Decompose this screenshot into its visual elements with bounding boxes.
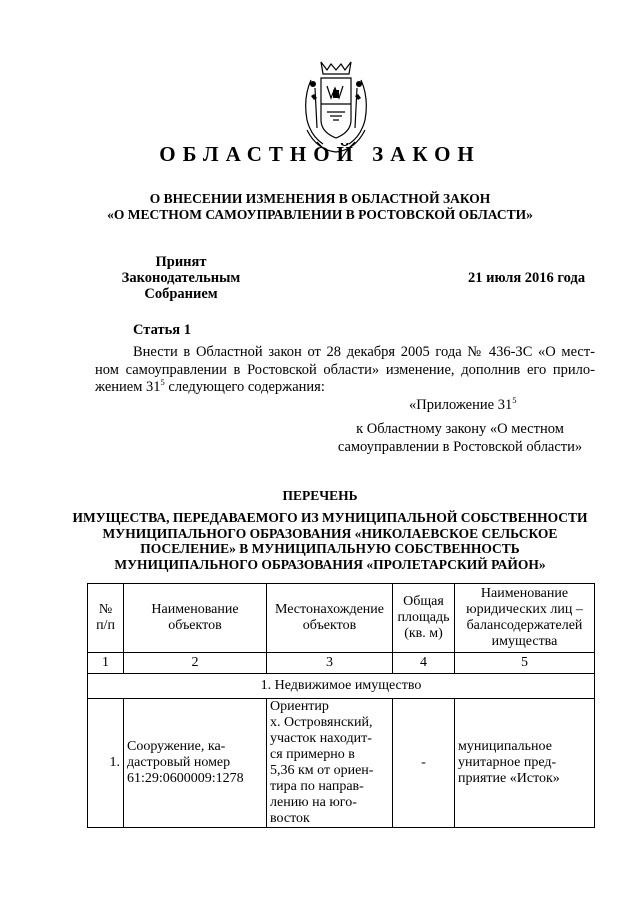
header-cell-holder <box>455 584 595 653</box>
appendix-reference <box>330 421 590 456</box>
cell-line: дастровый номер <box>127 755 231 770</box>
list-title <box>60 510 600 572</box>
list-title-line: ПОСЕЛЕНИЕ» В МУНИЦИПАЛЬНУЮ СОБСТВЕННОСТЬ <box>140 541 520 556</box>
cell-line: Сооружение, ка- <box>127 739 226 754</box>
law-subtitle <box>40 191 600 223</box>
header-text: площадь <box>397 610 450 625</box>
row-holder-cell <box>455 699 595 828</box>
row-name-cell <box>124 699 267 828</box>
appendix-ref-line: к Областному закону «О местном <box>356 421 564 437</box>
header-text: балансодержателей <box>466 618 583 633</box>
table-row <box>88 699 595 828</box>
appendix-label <box>409 397 516 414</box>
adoption-date: 21 июля 2016 года <box>468 270 586 286</box>
article-line: ном самоуправлении в Ростовской области» изменение, дополнив его прило- <box>95 361 595 378</box>
list-title-line: МУНИЦИПАЛЬНОГО ОБРАЗОВАНИЯ «ПРОЛЕТАРСКИЙ РАЙОН» <box>114 556 546 572</box>
cell-line: 61:29:0600009:1278 <box>127 771 244 786</box>
superscript: 5 <box>160 377 165 387</box>
cell-line: ся примерно в <box>270 747 355 762</box>
row-location-cell <box>267 699 393 828</box>
section-cell: 1. Недвижимое имущество <box>88 674 595 699</box>
header-text: объектов <box>168 618 222 633</box>
header-text: Общая <box>403 594 444 609</box>
header-cell-location <box>267 584 393 653</box>
column-number-cell: 1 <box>88 653 124 674</box>
adoption-block <box>86 254 276 302</box>
cell-line: приятие «Исток» <box>458 771 560 786</box>
header-text: имущества <box>491 634 558 649</box>
header-text: п/п <box>96 618 115 633</box>
header-text: Наименование <box>151 602 239 617</box>
header-cell-name <box>124 584 267 653</box>
property-table <box>87 583 595 828</box>
row-area-cell: - <box>393 699 455 828</box>
article-heading: Статья 1 <box>133 322 191 338</box>
appendix-ref-line: самоуправлении в Ростовской области» <box>337 438 583 455</box>
cell-line: тира по направ- <box>270 779 364 794</box>
row-num-cell: 1. <box>88 699 124 828</box>
appendix-text: «Приложение 31 <box>409 397 513 413</box>
column-number-cell: 4 <box>393 653 455 674</box>
header-cell-area <box>393 584 455 653</box>
list-title-line: МУНИЦИПАЛЬНОГО ОБРАЗОВАНИЯ «НИКОЛАЕВСКОЕ СЕЛЬСКОЕ <box>102 525 558 541</box>
subtitle-line: «О МЕСТНОМ САМОУПРАВЛЕНИИ В РОСТОВСКОЙ ОБЛАСТИ» <box>107 207 533 222</box>
adopted-label: Принят <box>155 254 207 270</box>
header-text: юридических лиц – <box>466 602 583 617</box>
header-text: объектов <box>302 618 357 633</box>
list-heading: ПЕРЕЧЕНЬ <box>282 488 358 503</box>
header-text: № <box>98 602 113 617</box>
cell-line: участок находит- <box>270 731 372 746</box>
section-row <box>88 674 595 699</box>
cell-line: лению на юго- <box>270 795 357 810</box>
adopted-by: Законодательным Собранием <box>121 270 241 302</box>
superscript: 5 <box>512 395 517 405</box>
cell-line: восток <box>270 811 310 826</box>
column-number-cell: 2 <box>124 653 267 674</box>
header-cell-num <box>88 584 124 653</box>
header-text: (кв. м) <box>404 626 443 641</box>
article-line <box>95 379 595 397</box>
article-body <box>95 344 595 397</box>
subtitle-line: О ВНЕСЕНИИ ИЗМЕНЕНИЯ В ОБЛАСТНОЙ ЗАКОН <box>149 191 491 206</box>
cell-line: х. Островянский, <box>270 715 373 730</box>
cell-line: Ориентир <box>270 699 329 714</box>
law-title: ОБЛАСТНОЙ ЗАКОН <box>159 142 481 166</box>
cell-line: муниципальное <box>458 739 552 754</box>
column-number-row <box>88 653 595 674</box>
article-line: Внести в Областной закон от 28 декабря 2005 года № 436-ЗС «О мест- <box>133 344 595 360</box>
column-number-cell: 5 <box>455 653 595 674</box>
header-text: Местонахождение <box>274 602 384 617</box>
header-text: Наименование <box>480 586 569 601</box>
cell-line: 5,36 км от ориен- <box>270 763 374 778</box>
list-title-line: ИМУЩЕСТВА, ПЕРЕДАВАЕМОГО ИЗ МУНИЦИПАЛЬНОЙ СОБСТВЕННОСТИ <box>72 510 588 525</box>
article-text: жением 31 <box>95 379 161 395</box>
article-text: следующего содержания: <box>164 379 325 395</box>
column-number-cell: 3 <box>267 653 393 674</box>
cell-line: унитарное пред- <box>458 755 557 770</box>
table-header-row <box>88 584 595 653</box>
